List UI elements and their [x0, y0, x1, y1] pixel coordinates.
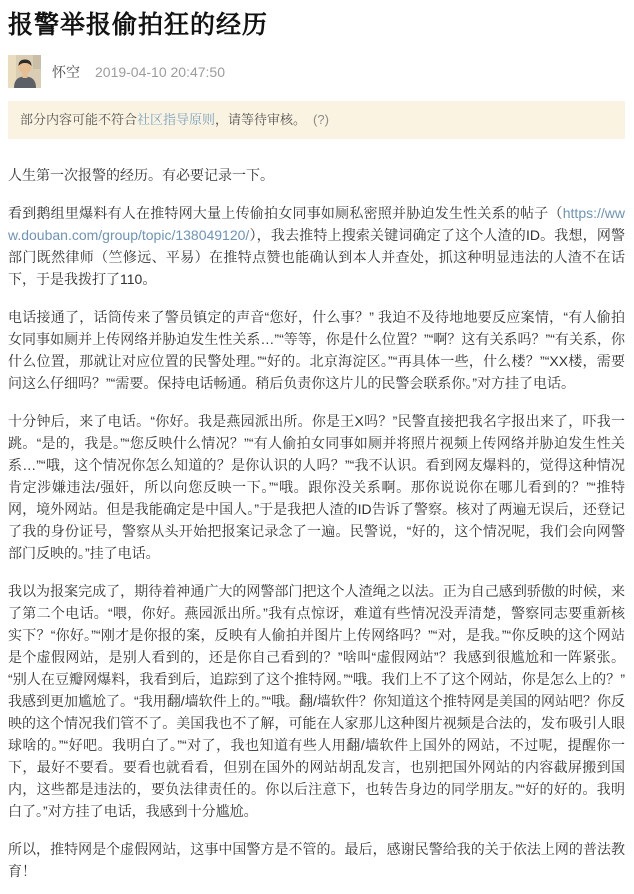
post-title: 报警举报偷拍狂的经历 [8, 11, 269, 39]
paragraph-second-callback: 我以为报案完成了，期待着神通广大的网警部门把这个人渣绳之以法。正为自己感到骄傲的时候，来了第二个电话。“喂，你好。燕园派出所。”我有点惊讶，难道有些情况没弄清楚，警察同志要重新核实下？“你好。”“刚才是你报的案，反映有人偷拍并图片上传网络吗？”“对，是我。”“你反映的这个网站是个虚假网站，是别人看到的，还是你自己看到的？”啥叫“虚假网站”？我感到很尴尬和一阵紧张。“别人在豆瓣网爆料，我看到后，追踪到了这个推特网。”“哦。我们上不了这个网站，你是怎么上的？”我感到更加尴尬了。“我用翻/墙软件上的。”“哦。翻/墙软件？你知道这个推特网是美国的网站吧？你反映的这个情况我们管不了。美国我也不了解，可能在人家那儿这种图片视频是合法的，发布吸引人眼球啥的。”“好吧。我明白了。”“对了，我也知道有些人用翻/墙软件上国外的网站，不过呢，提醒你一下，最好不要看。要看也就看看，但别在国外的网站胡乱发言，也别把国外网站的内容截屏搬到国内，这些都是违法的，要负法律责任的。你以后注意下，也转告身边的同学朋友。”“好的好的。我明白了。”对方挂了电话，我感到十分尴尬。 [8, 583, 625, 820]
community-guidelines-link[interactable]: 社区指导原则 [137, 112, 216, 127]
moderation-notice-text-prefix: 部分内容可能不符合 [20, 112, 138, 127]
paragraph-discovery-text-pre: 看到鹅组里爆料有人在推特网大量上传偷拍女同事如厕私密照并胁迫发生性关系的帖子（ [8, 205, 563, 222]
paragraph-first-callback: 十分钟后，来了电话。“你好。我是燕园派出所。你是王X吗？”民警直接把我名字报出来了，吓我一跳。“是的，我是。”“您反映什么情况？”“有人偷拍女同事如厕并将照片视频上传网络并胁迫发生性关系…”“哦，这个情况你怎么知道的？是你认识的人吗？”“我不认识。看到网友爆料的，觉得这种情况肯定涉嫌违法/强奸，所以向您反映一下。”“哦。跟你没关系啊。那你说说你在哪儿看到的？”“推特网，境外网站。但是我能确定是中国人。”于是我把人渣的ID告诉了警察。核对了两遍无误后，还登记了我的身份证号，警察从头开始把报案记录念了一遍。民警说，“好的，这个情况呢，我们会向网警部门反映的。”挂了电话。 [8, 413, 625, 562]
moderation-help-link[interactable]: (?) [313, 112, 329, 127]
author-avatar[interactable] [8, 55, 41, 88]
user-photo-avatar-icon [8, 55, 41, 88]
paragraph-discovery [8, 202, 625, 290]
post-body [8, 164, 625, 882]
author-row [8, 55, 625, 88]
douban-topic-link[interactable]: https://www.douban.com/group/topic/138049120/ [8, 205, 625, 244]
post-timestamp: 2019-04-10 20:47:50 [95, 63, 225, 80]
paragraph-conclusion: 所以，推特网是个虚假网站，这事中国警方是不管的。最后，感谢民警给我的关于依法上网的普法教育！ [8, 841, 625, 880]
moderation-notice-text-suffix: ，请等待审核。 [215, 112, 307, 127]
paragraph-110-call: 电话接通了，话筒传来了警员镇定的声音“您好，什么事？” 我迫不及待地地要反应案情，“有人偷拍女同事如厕并上传网络并胁迫发生性关系…”“等等，你是什么位置？”“啊？这有关系吗？”“有关系，你什么位置，那就让对应位置的民警处理。”“好的。北京海淀区。”“再具体一些，什么楼？”“XX楼，需要问这么仔细吗？”“需要。保持电话畅通。稍后负责你这片儿的民警会联系你。”对方挂了电话。 [8, 309, 625, 392]
paragraph-intro: 人生第一次报警的经历。有必要记录一下。 [8, 167, 274, 184]
moderation-notice [8, 101, 625, 139]
author-username[interactable]: 怀空 [52, 63, 80, 80]
paragraph-discovery-text-post: ），我去推特上搜索关键词确定了这个人渣的ID。我想，网警部门既然律师（竺修远、平易）在推特点赞也能确认到本人并查处，抓这种明显违法的人渣不在话下，于是我拨打了110。 [8, 227, 625, 288]
